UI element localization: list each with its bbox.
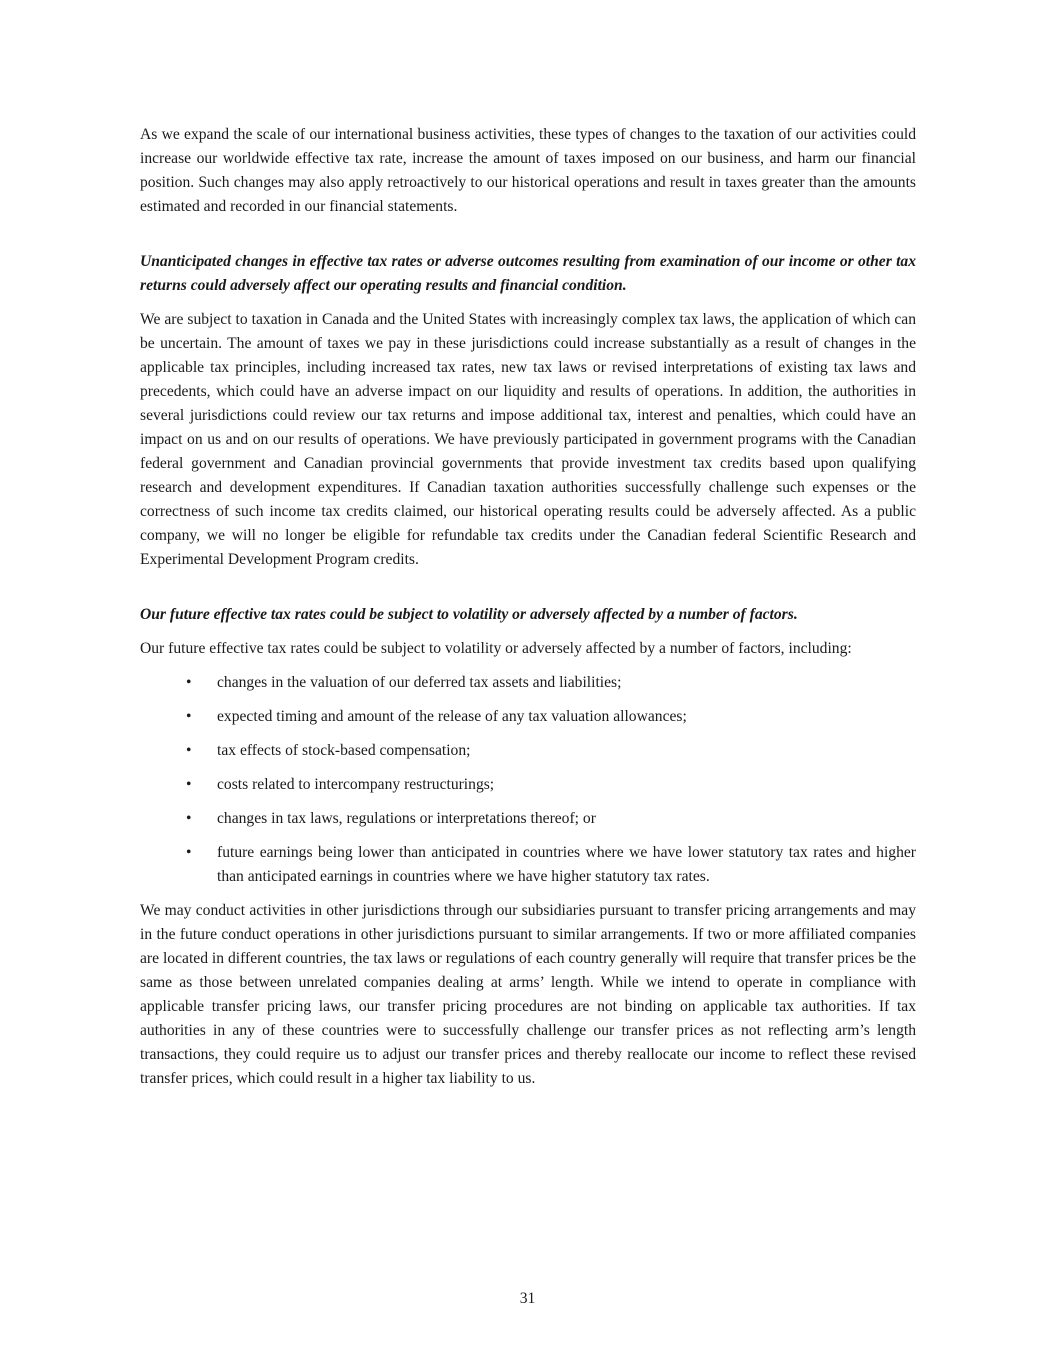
list-item-text: changes in the valuation of our deferred tax assets and liabilities; bbox=[217, 674, 622, 691]
list-item bbox=[140, 739, 916, 763]
bullet-icon: • bbox=[186, 776, 192, 793]
bullet-icon: • bbox=[186, 742, 192, 759]
page-number: 31 bbox=[519, 1290, 536, 1307]
bullet-icon: • bbox=[186, 844, 192, 861]
tax-examination-paragraph: We are subject to taxation in Canada and the United States with increasingly complex tax laws, the application of which can be uncertain. The amount of taxes we pay in these jurisdictions could increase substantially as a result of changes in the applicable tax principles, including increased tax rates, new tax laws or revised interpretations of existing tax laws and precedents, which could have an adverse impact on our liquidity and results of operations. In addition, the authorities in several jurisdictions could review our tax returns and impose additional tax, interest and penalties, which could have an impact on us and on our results of operations. We have previously participated in government programs with the Canadian federal government and Canadian provincial governments that provide investment tax credits based upon qualifying research and development expenditures. If Canadian taxation authorities successfully challenge such expenses or the correctness of such income tax credits claimed, our historical operating results could be adversely affected. As a public company, we will no longer be eligible for refundable tax credits under the Canadian federal Scientific Research and Experimental Development Program credits. bbox=[140, 311, 916, 568]
bullet-icon: • bbox=[186, 810, 192, 827]
list-item-text: expected timing and amount of the release of any tax valuation allowances; bbox=[217, 708, 687, 725]
list-item bbox=[140, 841, 916, 889]
list-item-text: costs related to intercompany restructurings; bbox=[217, 776, 495, 793]
transfer-pricing-paragraph: We may conduct activities in other jurisdictions through our subsidiaries pursuant to transfer pricing arrangements and may in the future conduct operations in other jurisdictions pursuant to similar arrangements. If two or more affiliated companies are located in different countries, the tax laws or regulations of each country generally will require that transfer prices be the same as those between unrelated companies dealing at arms’ length. While we intend to operate in compliance with applicable transfer pricing laws, our transfer pricing procedures are not binding on applicable tax authorities. If tax authorities in any of these countries were to successfully challenge our transfer prices as not reflecting arm’s length transactions, they could require us to adjust our transfer prices and thereby reallocate our income to reflect these revised transfer prices, which could result in a higher tax liability to us. bbox=[140, 902, 916, 1087]
list-item bbox=[140, 705, 916, 729]
bullet-icon: • bbox=[186, 674, 192, 691]
bullet-icon: • bbox=[186, 708, 192, 725]
list-item bbox=[140, 773, 916, 797]
list-item bbox=[140, 671, 916, 695]
list-item-text: tax effects of stock-based compensation; bbox=[217, 742, 471, 759]
section-heading-future-rates: Our future effective tax rates could be subject to volatility or adversely affected by a number of factors. bbox=[140, 606, 798, 623]
section-heading-tax-examination: Unanticipated changes in effective tax rates or adverse outcomes resulting from examination of our income or other tax returns could adversely affect our operating results and financial condition. bbox=[140, 253, 916, 294]
document-body bbox=[140, 123, 916, 1091]
factors-intro-paragraph: Our future effective tax rates could be subject to volatility or adversely affected by a number of factors, including: bbox=[140, 640, 852, 657]
list-item-text: changes in tax laws, regulations or interpretations thereof; or bbox=[217, 810, 596, 827]
list-item-text: future earnings being lower than anticipated in countries where we have lower statutory tax rates and higher than anticipated earnings in countries where we have higher statutory tax rates. bbox=[217, 844, 916, 885]
intro-paragraph: As we expand the scale of our international business activities, these types of changes to the taxation of our activities could increase our worldwide effective tax rate, increase the amount of taxes imposed on our business, and harm our financial position. Such changes may also apply retroactively to our historical operations and result in taxes greater than the amounts estimated and recorded in our financial statements. bbox=[140, 126, 916, 215]
list-item bbox=[140, 807, 916, 831]
factors-list bbox=[140, 671, 916, 889]
